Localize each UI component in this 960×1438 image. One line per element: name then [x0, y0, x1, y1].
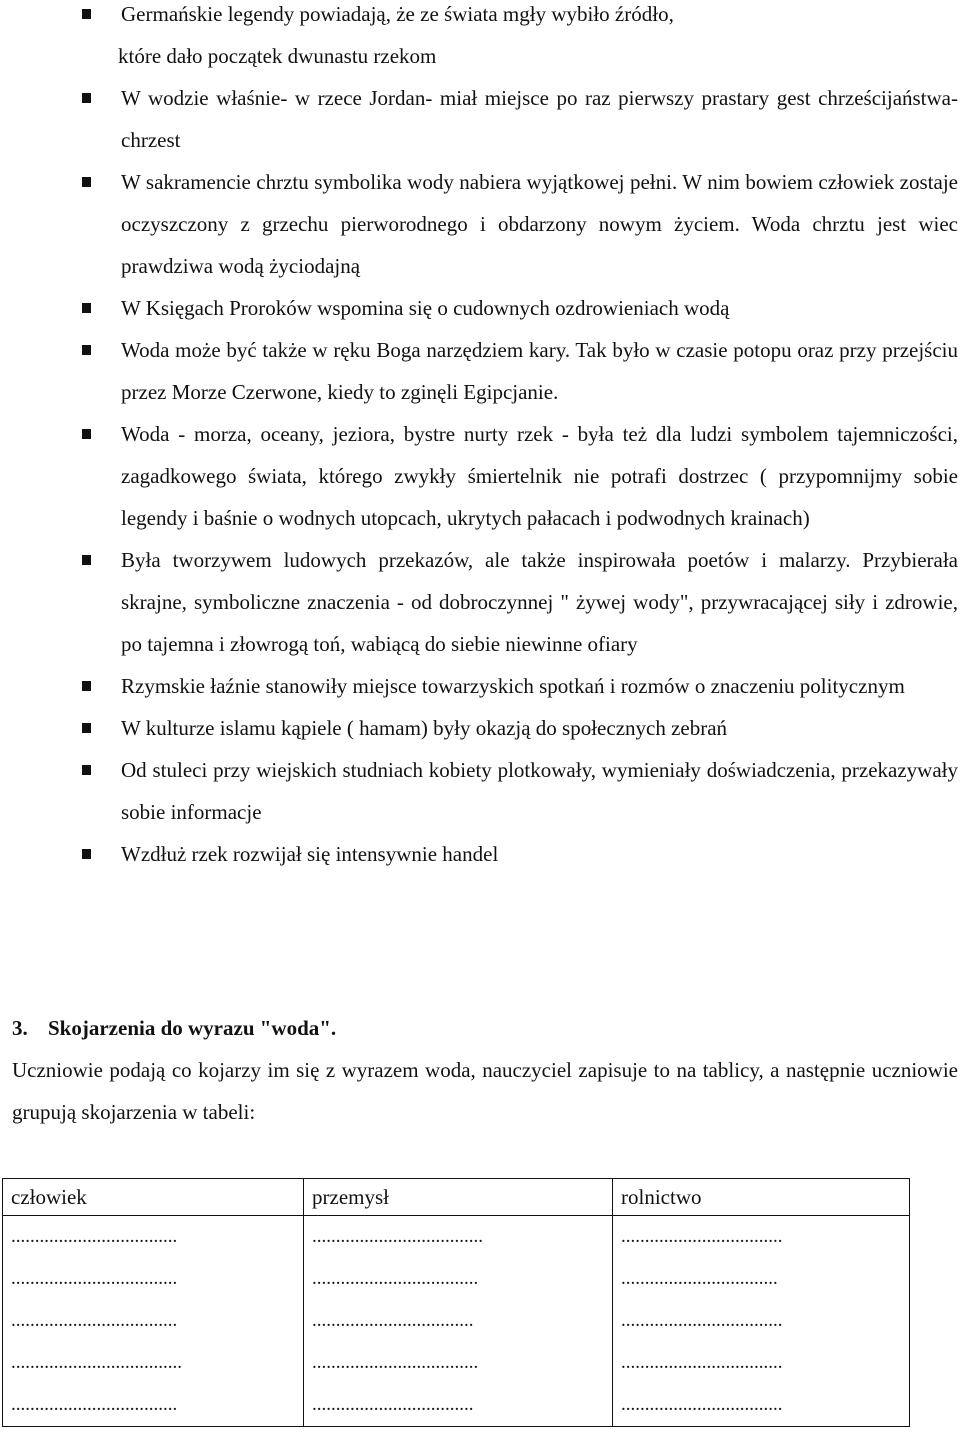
dotted-line: ................................... — [11, 1268, 178, 1289]
table-cell — [304, 1216, 613, 1427]
continued-text-line-1: Germańskie legendy powiadają, że ze świata mgły wybiło źródło, — [121, 2, 674, 26]
bullet-marker — [82, 555, 91, 565]
table-cell — [3, 1216, 304, 1427]
list-item-text: W Księgach Proroków wspomina się o cudownych ozdrowieniach wodą — [121, 296, 730, 320]
bullet-marker — [82, 849, 91, 859]
bullet-marker — [82, 765, 91, 775]
bullet-marker — [82, 723, 91, 733]
list-item-text: Była tworzywem ludowych przekazów, ale także inspirowała poetów i malarzy. Przybierała skrajne, symboliczne znaczenia - od dobroczynnej " żywej wody", przywracającej siły i zdrowie, po tajemna i złowrogą toń, wabiącą do siebie niewinne ofiary — [121, 548, 958, 656]
dotted-line: .................................. — [312, 1310, 474, 1331]
table-header-row — [3, 1179, 910, 1216]
bullet-marker — [82, 303, 91, 313]
list-item-text: W wodzie właśnie- w rzece Jordan- miał miejsce po raz pierwszy prastary gest chrześcijaństwa- chrzest — [121, 86, 958, 152]
bullet-marker — [82, 177, 91, 187]
table-row — [3, 1216, 910, 1427]
bullet-marker — [82, 429, 91, 439]
bullet-marker — [82, 681, 91, 691]
bullet-list — [0, 77, 960, 875]
list-item — [0, 77, 960, 161]
dotted-line: .................................. — [621, 1226, 783, 1247]
list-item-text: W sakramencie chrztu symbolika wody nabiera wyjątkowej pełni. W nim bowiem człowiek zostaje oczyszczony z grzechu pierworodnego i obdarzony nowym życiem. Woda chrztu jest wiec prawdziwa wodą życiodajną — [121, 170, 958, 278]
list-item — [0, 539, 960, 665]
dotted-line: .................................. — [621, 1394, 783, 1415]
table-header-cell: rolnictwo — [613, 1179, 910, 1216]
list-item — [0, 749, 960, 833]
list-item — [0, 707, 960, 749]
section-title: Skojarzenia do wyrazu "woda". — [48, 1016, 337, 1040]
section-number: 3. — [12, 1016, 28, 1040]
dotted-line: .................................... — [312, 1226, 483, 1247]
dotted-line: ................................... — [11, 1394, 178, 1415]
list-item — [0, 413, 960, 539]
list-item-text: Woda może być także w ręku Boga narzędziem kary. Tak było w czasie potopu oraz przy przejściu przez Morze Czerwone, kiedy to zginęli Egipcjanie. — [121, 338, 958, 404]
table-cell — [613, 1216, 910, 1427]
dotted-line: ................................. — [621, 1268, 778, 1289]
bullet-marker-0 — [82, 9, 91, 19]
list-item — [0, 329, 960, 413]
dotted-line: .................................. — [312, 1394, 474, 1415]
list-item-text: Wzdłuż rzek rozwijał się intensywnie handel — [121, 842, 499, 866]
list-item-text: Rzymskie łaźnie stanowiły miejsce towarzyskich spotkań i rozmów o znaczeniu politycznym — [121, 674, 905, 698]
list-item — [0, 665, 960, 707]
dotted-line: ................................... — [11, 1310, 178, 1331]
list-item-text: W kulturze islamu kąpiele ( hamam) były okazją do społecznych zebrań — [121, 716, 728, 740]
list-item — [0, 833, 960, 875]
list-item — [0, 161, 960, 287]
dotted-line: ................................... — [11, 1226, 178, 1247]
dotted-line: .................................. — [621, 1352, 783, 1373]
list-item-text: Od stuleci przy wiejskich studniach kobiety plotkowały, wymieniały doświadczenia, przekazywały sobie informacje — [121, 758, 958, 824]
intro-paragraph: Uczniowie podają co kojarzy im się z wyrazem woda, nauczyciel zapisuje to na tablicy, a następnie uczniowie grupują skojarzenia w tabeli: — [12, 1058, 958, 1124]
dotted-line: .................................. — [621, 1310, 783, 1331]
associations-table — [2, 1178, 910, 1427]
table-header-cell: człowiek — [3, 1179, 304, 1216]
dotted-line: .................................... — [11, 1352, 182, 1373]
list-item-text: Woda - morza, oceany, jeziora, bystre nurty rzek - była też dla ludzi symbolem tajemniczości, zagadkowego świata, którego zwykły śmiertelnik nie potrafi dostrzec ( przypomnijmy sobie legendy i baśnie o wodnych utopcach, ukrytych pałacach i podwodnych krainach) — [121, 422, 958, 530]
continued-text-line-2: które dało początek dwunastu rzekom — [118, 44, 437, 68]
bullet-marker — [82, 93, 91, 103]
list-item — [0, 287, 960, 329]
dotted-line: ................................... — [312, 1268, 479, 1289]
section-heading — [12, 1007, 336, 1049]
dotted-line: ................................... — [312, 1352, 479, 1373]
table-header-cell: przemysł — [304, 1179, 613, 1216]
bullet-marker — [82, 345, 91, 355]
